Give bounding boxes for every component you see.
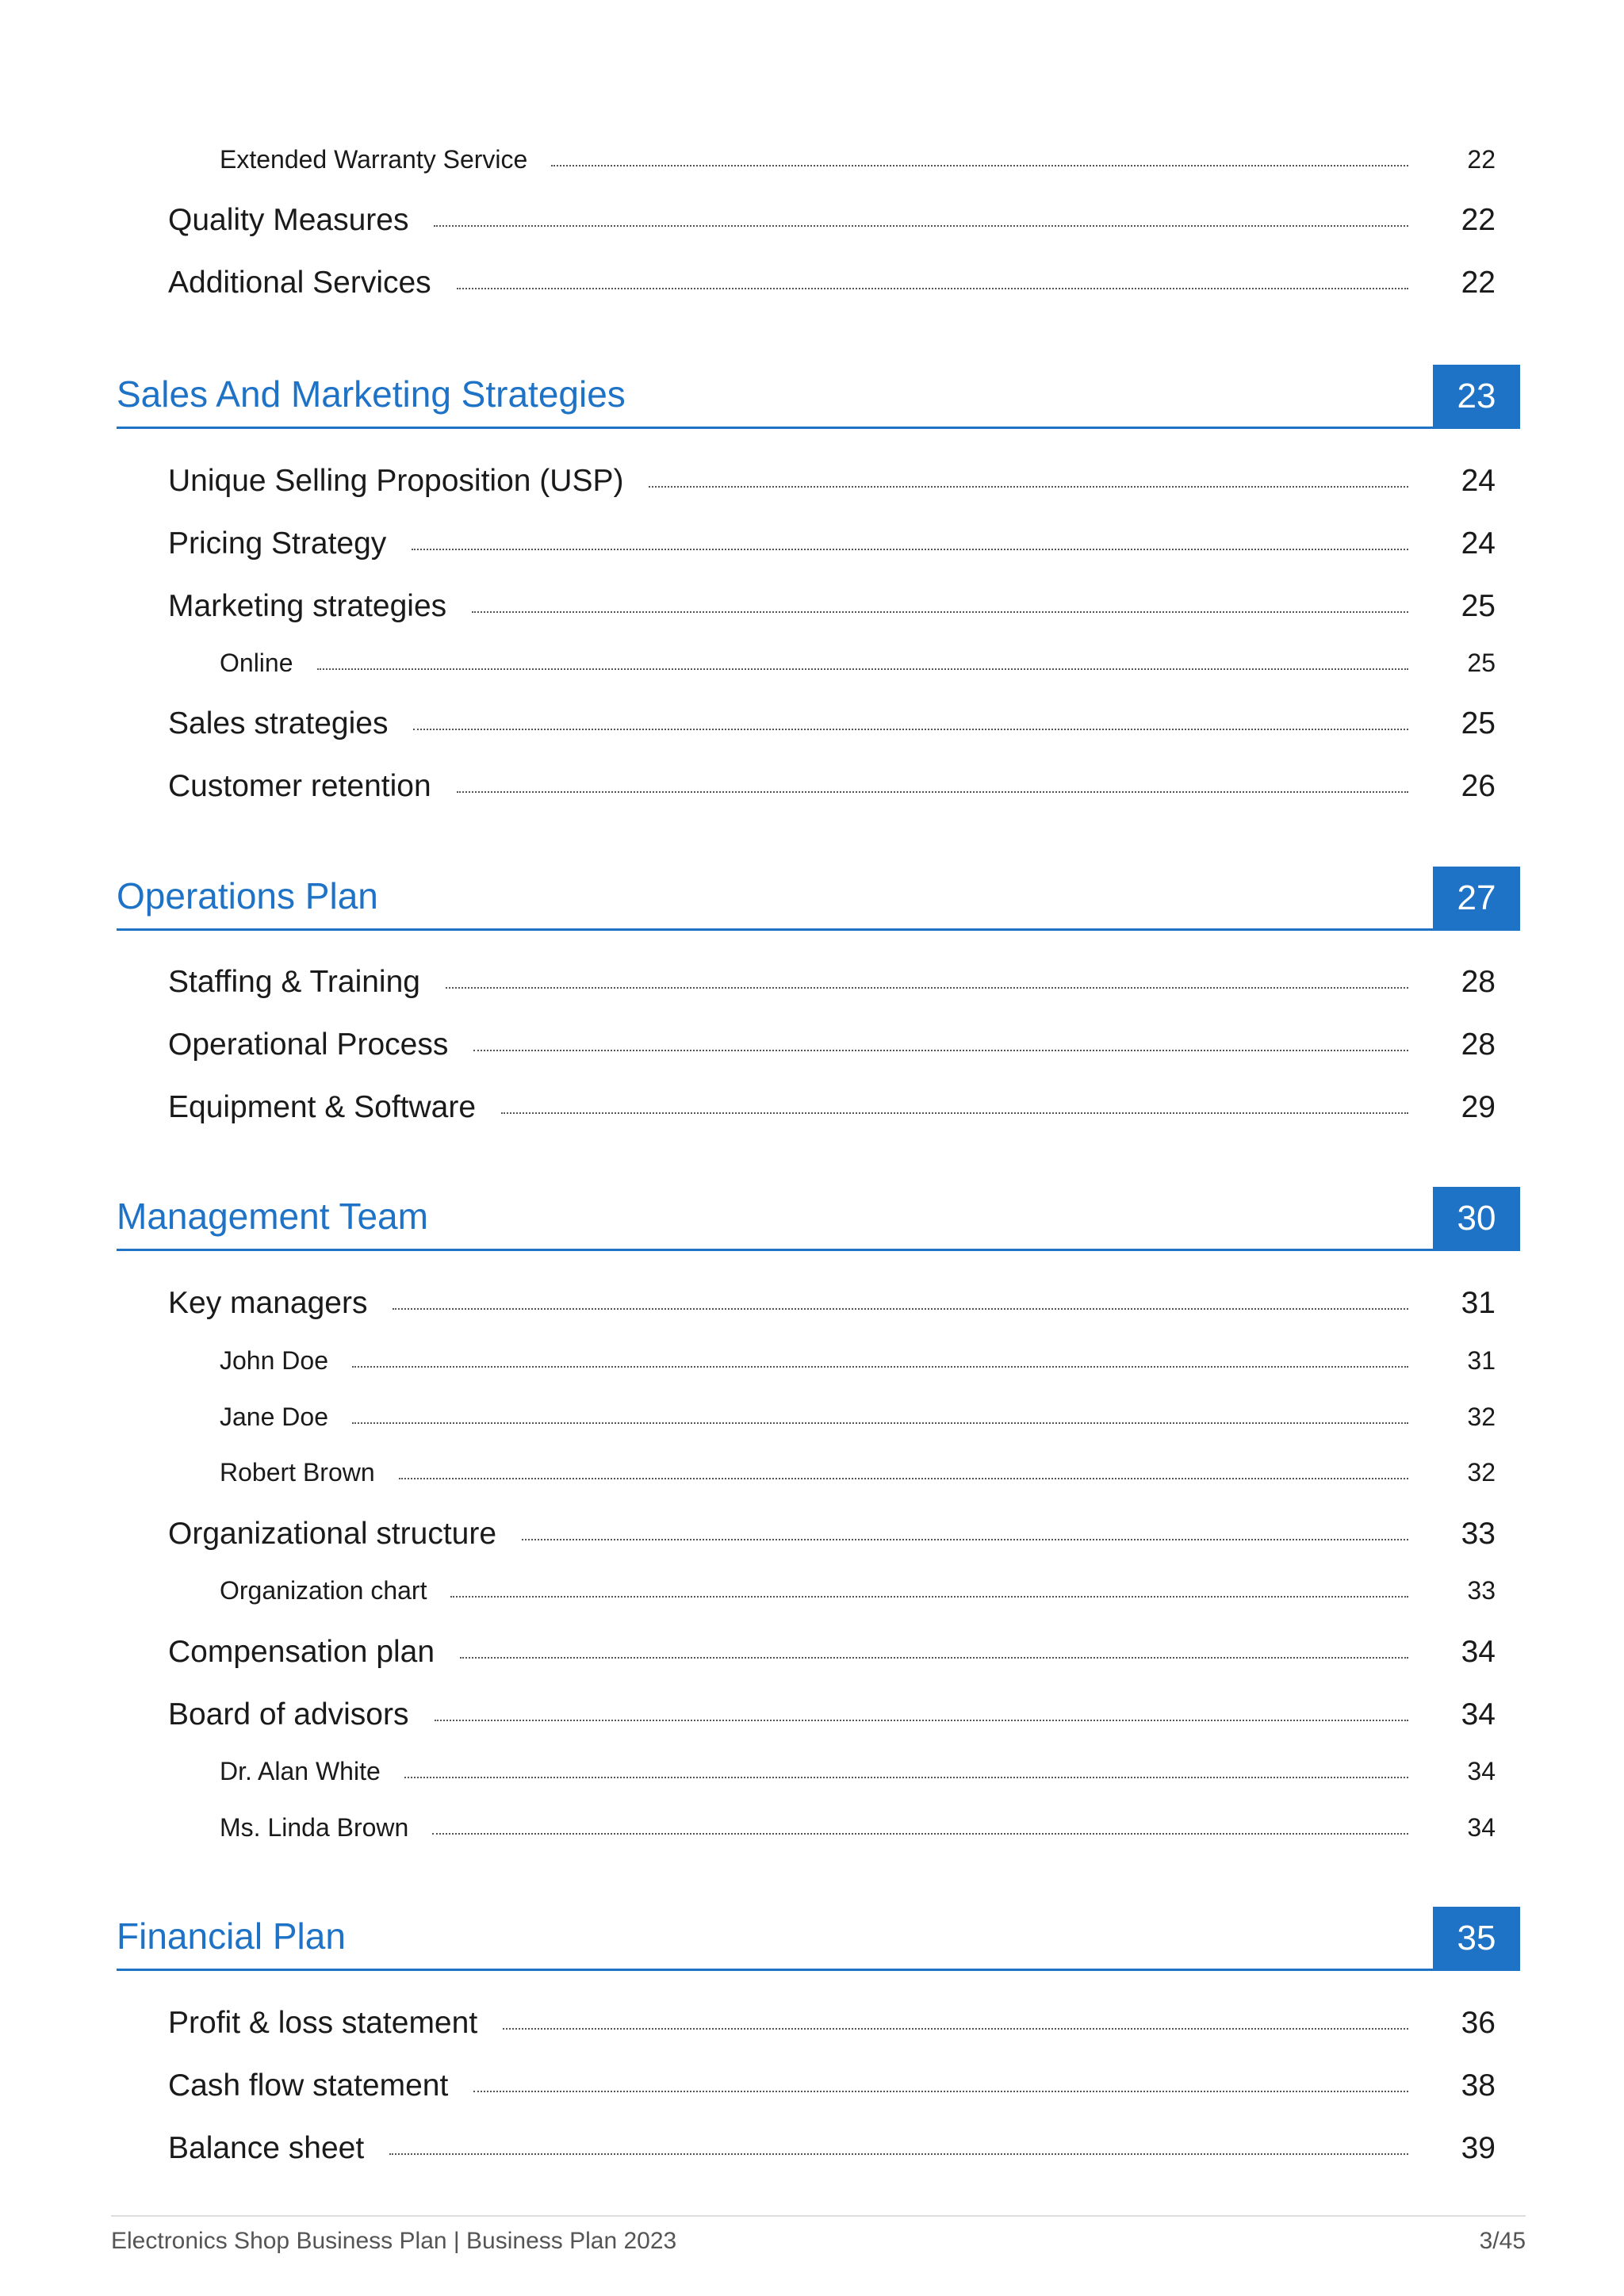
toc-entry-page: 39 <box>1461 2131 1496 2165</box>
toc-entry-label: Staffing & Training <box>168 965 420 999</box>
dot-leader <box>446 987 1408 989</box>
dot-leader <box>522 1539 1408 1540</box>
section-title: Financial Plan <box>117 1915 346 1957</box>
toc-entry-extended-warranty[interactable] <box>220 145 1496 174</box>
toc-entry-label: Profit & loss statement <box>168 2006 478 2040</box>
toc-entry-label: Jane Doe <box>220 1402 328 1431</box>
toc-entry-label: Pricing Strategy <box>168 526 387 561</box>
section-title: Management Team <box>117 1196 428 1237</box>
dot-leader <box>501 1112 1408 1114</box>
toc-entry-customer-retention[interactable] <box>168 769 1496 804</box>
toc-entry-quality-measures[interactable] <box>168 203 1496 238</box>
toc-entry-john-doe[interactable] <box>220 1346 1496 1376</box>
toc-entry-page: 26 <box>1461 769 1496 803</box>
toc-entry-page: 32 <box>1467 1458 1496 1487</box>
section-title: Sales And Marketing Strategies <box>117 373 626 415</box>
toc-section-management-team[interactable] <box>117 1187 1520 1251</box>
toc-entry-pricing-strategy[interactable] <box>168 526 1496 561</box>
toc-entry-page: 28 <box>1461 1027 1496 1062</box>
toc-entry-label: Organizational structure <box>168 1517 497 1551</box>
toc-entry-compensation-plan[interactable] <box>168 1635 1496 1670</box>
toc-entry-page: 34 <box>1461 1697 1496 1732</box>
toc-entry-label: Operational Process <box>168 1027 449 1062</box>
toc-entry-label: Organization chart <box>220 1576 427 1605</box>
toc-entry-label: Cash flow statement <box>168 2068 449 2103</box>
toc-entry-page: 24 <box>1461 526 1496 561</box>
toc-entry-label: Quality Measures <box>168 203 409 237</box>
dot-leader <box>503 2028 1408 2030</box>
dot-leader <box>473 1050 1408 1051</box>
toc-entry-label: Key managers <box>168 1286 368 1320</box>
toc-entry-label: Marketing strategies <box>168 589 447 623</box>
toc-entry-organizational-structure[interactable] <box>168 1517 1496 1552</box>
toc-entry-label: Compensation plan <box>168 1635 435 1669</box>
dot-leader <box>412 549 1408 550</box>
toc-entry-page: 31 <box>1461 1286 1496 1320</box>
dot-leader <box>413 729 1408 730</box>
toc-entry-sales-strategies[interactable] <box>168 706 1496 741</box>
toc-entry-label: Board of advisors <box>168 1697 409 1732</box>
toc-entry-page: 34 <box>1467 1813 1496 1842</box>
toc-entry-label: Customer retention <box>168 769 431 803</box>
toc-entry-page: 34 <box>1467 1757 1496 1785</box>
dot-leader <box>389 2153 1408 2155</box>
section-page-badge: 23 <box>1433 365 1520 427</box>
toc-entry-page: 25 <box>1461 706 1496 740</box>
dot-leader <box>435 1720 1409 1721</box>
toc-section-operations-plan[interactable] <box>117 867 1520 931</box>
page-footer <box>111 2215 1526 2255</box>
toc-entry-robert-brown[interactable] <box>220 1458 1496 1487</box>
dot-leader <box>393 1308 1408 1310</box>
toc-entry-profit-loss[interactable] <box>168 2006 1496 2041</box>
dot-leader <box>352 1422 1408 1424</box>
toc-entry-page: 34 <box>1461 1635 1496 1669</box>
dot-leader <box>317 668 1409 670</box>
toc-entry-cash-flow[interactable] <box>168 2068 1496 2103</box>
toc-entry-label: Balance sheet <box>168 2131 365 2165</box>
section-page-badge: 30 <box>1433 1187 1520 1249</box>
toc-entry-jane-doe[interactable] <box>220 1402 1496 1432</box>
toc-entry-page: 25 <box>1467 649 1496 677</box>
toc-entry-page: 22 <box>1461 266 1496 300</box>
toc-entry-page: 22 <box>1467 145 1496 174</box>
dot-leader <box>473 2091 1408 2092</box>
dot-leader <box>649 486 1408 488</box>
dot-leader <box>404 1777 1408 1778</box>
toc-entry-alan-white[interactable] <box>220 1757 1496 1786</box>
toc-entry-page: 38 <box>1461 2068 1496 2103</box>
toc-entry-staffing-training[interactable] <box>168 965 1496 1000</box>
dot-leader <box>460 1657 1408 1659</box>
toc-entry-marketing-strategies[interactable] <box>168 589 1496 624</box>
toc-entry-label: Unique Selling Proposition (USP) <box>168 464 624 498</box>
footer-document-title: Electronics Shop Business Plan | Business Plan 2023 <box>111 2228 677 2254</box>
toc-entry-page: 36 <box>1461 2006 1496 2040</box>
dot-leader <box>352 1366 1408 1368</box>
toc-entry-additional-services[interactable] <box>168 266 1496 300</box>
toc-entry-page: 22 <box>1461 203 1496 237</box>
dot-leader <box>434 225 1408 227</box>
toc-entry-organization-chart[interactable] <box>220 1576 1496 1605</box>
dot-leader <box>450 1596 1408 1598</box>
toc-entry-label: Online <box>220 649 293 677</box>
toc-section-financial-plan[interactable] <box>117 1907 1520 1971</box>
toc-entry-label: Sales strategies <box>168 706 389 740</box>
toc-entry-board-of-advisors[interactable] <box>168 1697 1496 1732</box>
dot-leader <box>457 288 1408 289</box>
toc-section-sales-marketing[interactable] <box>117 365 1520 429</box>
dot-leader <box>457 791 1408 793</box>
toc-entry-page: 24 <box>1461 464 1496 498</box>
dot-leader <box>399 1478 1408 1479</box>
toc-entry-page: 28 <box>1461 965 1496 999</box>
toc-entry-label: Additional Services <box>168 266 431 300</box>
toc-entry-online[interactable] <box>220 649 1496 678</box>
dot-leader <box>551 165 1408 166</box>
section-title: Operations Plan <box>117 875 378 916</box>
dot-leader <box>432 1833 1408 1835</box>
toc-entry-page: 32 <box>1467 1402 1496 1431</box>
toc-entry-page: 33 <box>1467 1576 1496 1605</box>
toc-entry-page: 29 <box>1461 1090 1496 1124</box>
dot-leader <box>472 611 1408 613</box>
toc-entry-label: Equipment & Software <box>168 1090 477 1124</box>
toc-entry-label: Dr. Alan White <box>220 1757 381 1785</box>
toc-entry-label: Robert Brown <box>220 1458 375 1487</box>
toc-entry-label: John Doe <box>220 1346 328 1375</box>
section-page-badge: 35 <box>1433 1907 1520 1969</box>
toc-entry-page: 33 <box>1461 1517 1496 1551</box>
toc-entry-linda-brown[interactable] <box>220 1813 1496 1843</box>
toc-entry-balance-sheet[interactable] <box>168 2131 1496 2166</box>
section-page-badge: 27 <box>1433 867 1520 928</box>
toc-entry-page: 25 <box>1461 589 1496 623</box>
toc-entry-label: Extended Warranty Service <box>220 145 528 174</box>
toc-entry-key-managers[interactable] <box>168 1286 1496 1321</box>
toc-entry-label: Ms. Linda Brown <box>220 1813 409 1842</box>
toc-entry-equipment-software[interactable] <box>168 1090 1496 1125</box>
footer-page-number: 3/45 <box>1479 2228 1526 2254</box>
toc-entry-operational-process[interactable] <box>168 1027 1496 1062</box>
toc-entry-page: 31 <box>1467 1346 1496 1375</box>
toc-entry-usp[interactable] <box>168 464 1496 499</box>
